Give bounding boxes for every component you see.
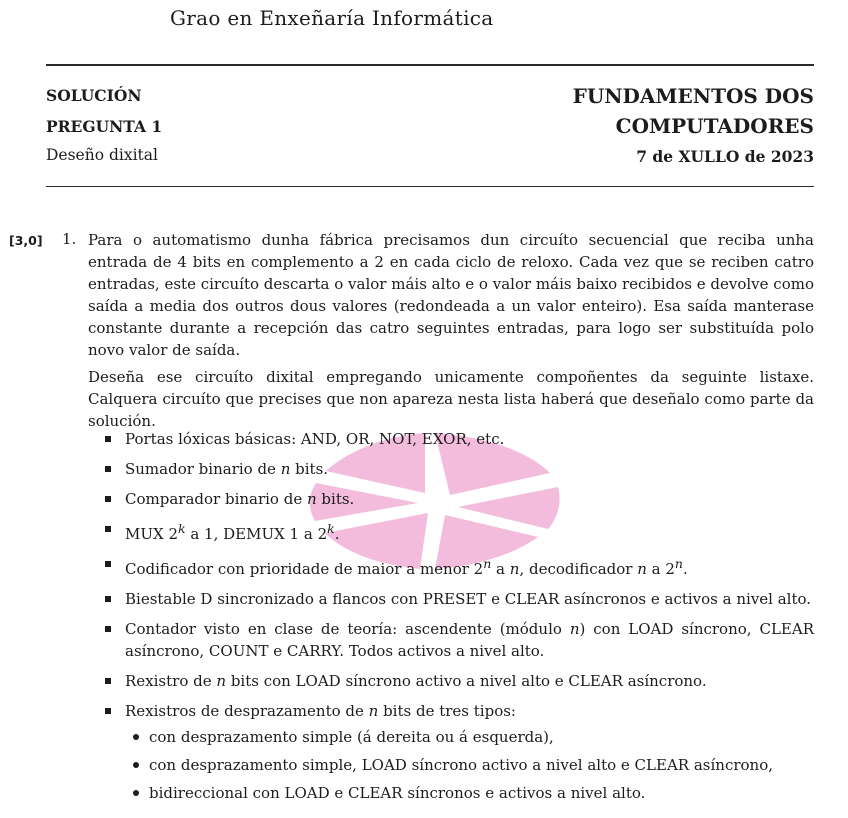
variable-n: n — [280, 460, 291, 478]
exponent-n: n — [483, 556, 492, 571]
topic-label: Deseño dixital — [46, 146, 158, 164]
list-item — [103, 588, 814, 610]
item-text: con desprazamento simple (á dereita ou á esquerda), — [149, 728, 554, 746]
allowed-components-list — [103, 428, 814, 812]
sub-list-item — [125, 782, 814, 804]
exponent-n: n — [674, 556, 683, 571]
item-text: Sumador binario de — [125, 460, 281, 478]
list-item — [103, 670, 814, 692]
bullet-marker — [105, 626, 111, 632]
item-text: ) con LOAD síncrono, CLEAR asíncrono, COUNT e CARRY. Todos activos a nivel alto. — [125, 620, 814, 660]
item-text: , decodificador — [519, 560, 638, 578]
bullet-dot — [133, 734, 139, 740]
variable-n: n — [569, 620, 580, 638]
bullet-marker — [105, 561, 111, 567]
university-degree-title: Grao en Enxeñaría Informática — [170, 6, 494, 30]
variable-n: n — [216, 672, 227, 690]
course-title-line1: FUNDAMENTOS DOS — [572, 84, 814, 108]
solution-label: SOLUCIÓN — [46, 86, 142, 105]
item-text: bits de tres tipos: — [378, 702, 516, 720]
variable-n: n — [368, 702, 379, 720]
header-bottom-rule — [46, 186, 814, 187]
list-item — [103, 618, 814, 662]
list-item — [103, 488, 814, 510]
item-text: . — [682, 560, 688, 578]
bullet-marker — [105, 526, 111, 532]
bullet-marker — [105, 466, 111, 472]
list-item — [103, 428, 814, 450]
exponent-k: k — [327, 521, 335, 536]
question-number: 1. — [62, 230, 77, 248]
item-text: bidireccional con LOAD e CLEAR síncronos e activos a nivel alto. — [149, 784, 646, 802]
exam-date: 7 de XULLO de 2023 — [636, 147, 814, 166]
item-text: Rexistros de desprazamento de — [125, 702, 369, 720]
bullet-marker — [105, 678, 111, 684]
item-text: bits. — [316, 490, 355, 508]
header-top-rule — [46, 64, 814, 66]
bullet-marker — [105, 436, 111, 442]
design-instructions: Deseña ese circuíto dixital empregando unicamente compoñentes da seguinte listaxe. Calquera circuíto que precises que non apareza nesta lista haberá que deseñalo como parte da solución. — [88, 368, 814, 430]
item-text: Biestable D sincronizado a flancos con PRESET e CLEAR asíncronos e activos a nivel alto. — [125, 590, 812, 608]
item-text: . — [334, 525, 340, 543]
bullet-dot — [133, 762, 139, 768]
variable-n: n — [306, 490, 317, 508]
sub-list-item — [125, 726, 814, 748]
item-text: Codificador con prioridade de maior a menor 2 — [125, 560, 484, 578]
list-item — [103, 553, 814, 580]
item-text: bits. — [290, 460, 329, 478]
bullet-dot — [133, 790, 139, 796]
item-text: Contador visto en clase de teoría: ascendente (módulo — [125, 620, 570, 638]
shift-register-types-list — [125, 726, 814, 804]
bullet-marker — [105, 596, 111, 602]
question-statement: Para o automatismo dunha fábrica precisamos dun circuíto secuencial que reciba unha entrada de 4 bits en complemento a 2 en cada ciclo de reloxo. Cada vez que se reciben catro entradas, este circuíto descarta o valor máis alto e o valor máis baixo recibidos e devolve como saída a media dos outros dous valores (redondeada a un valor enteiro). Esa saída manterase constante durante a recepción das catro seguintes entradas, para logo ser substituída polo novo valor de saída. — [88, 231, 814, 359]
question-label: PREGUNTA 1 — [46, 117, 163, 136]
question-points: [3,0] — [9, 233, 43, 248]
list-item — [103, 700, 814, 804]
item-text: a 2 — [646, 560, 675, 578]
item-text: a 1, DEMUX 1 a 2 — [185, 525, 328, 543]
bullet-marker — [105, 708, 111, 714]
item-text: con desprazamento simple, LOAD síncrono activo a nivel alto e CLEAR asíncrono, — [149, 756, 774, 774]
bullet-marker — [105, 496, 111, 502]
exponent-k: k — [178, 521, 186, 536]
item-text: Comparador binario de — [125, 490, 307, 508]
course-title-line2: COMPUTADORES — [615, 114, 814, 138]
item-text: Rexistro de — [125, 672, 217, 690]
item-text: MUX 2 — [125, 525, 178, 543]
list-item — [103, 458, 814, 480]
item-text: a — [491, 560, 510, 578]
variable-n: n — [637, 560, 647, 578]
list-item — [103, 518, 814, 545]
sub-list-item — [125, 754, 814, 776]
item-text: Portas lóxicas básicas: AND, OR, NOT, EXOR, etc. — [125, 430, 505, 448]
item-text: bits con LOAD síncrono activo a nivel alto e CLEAR asíncrono. — [226, 672, 707, 690]
variable-n: n — [509, 560, 520, 578]
